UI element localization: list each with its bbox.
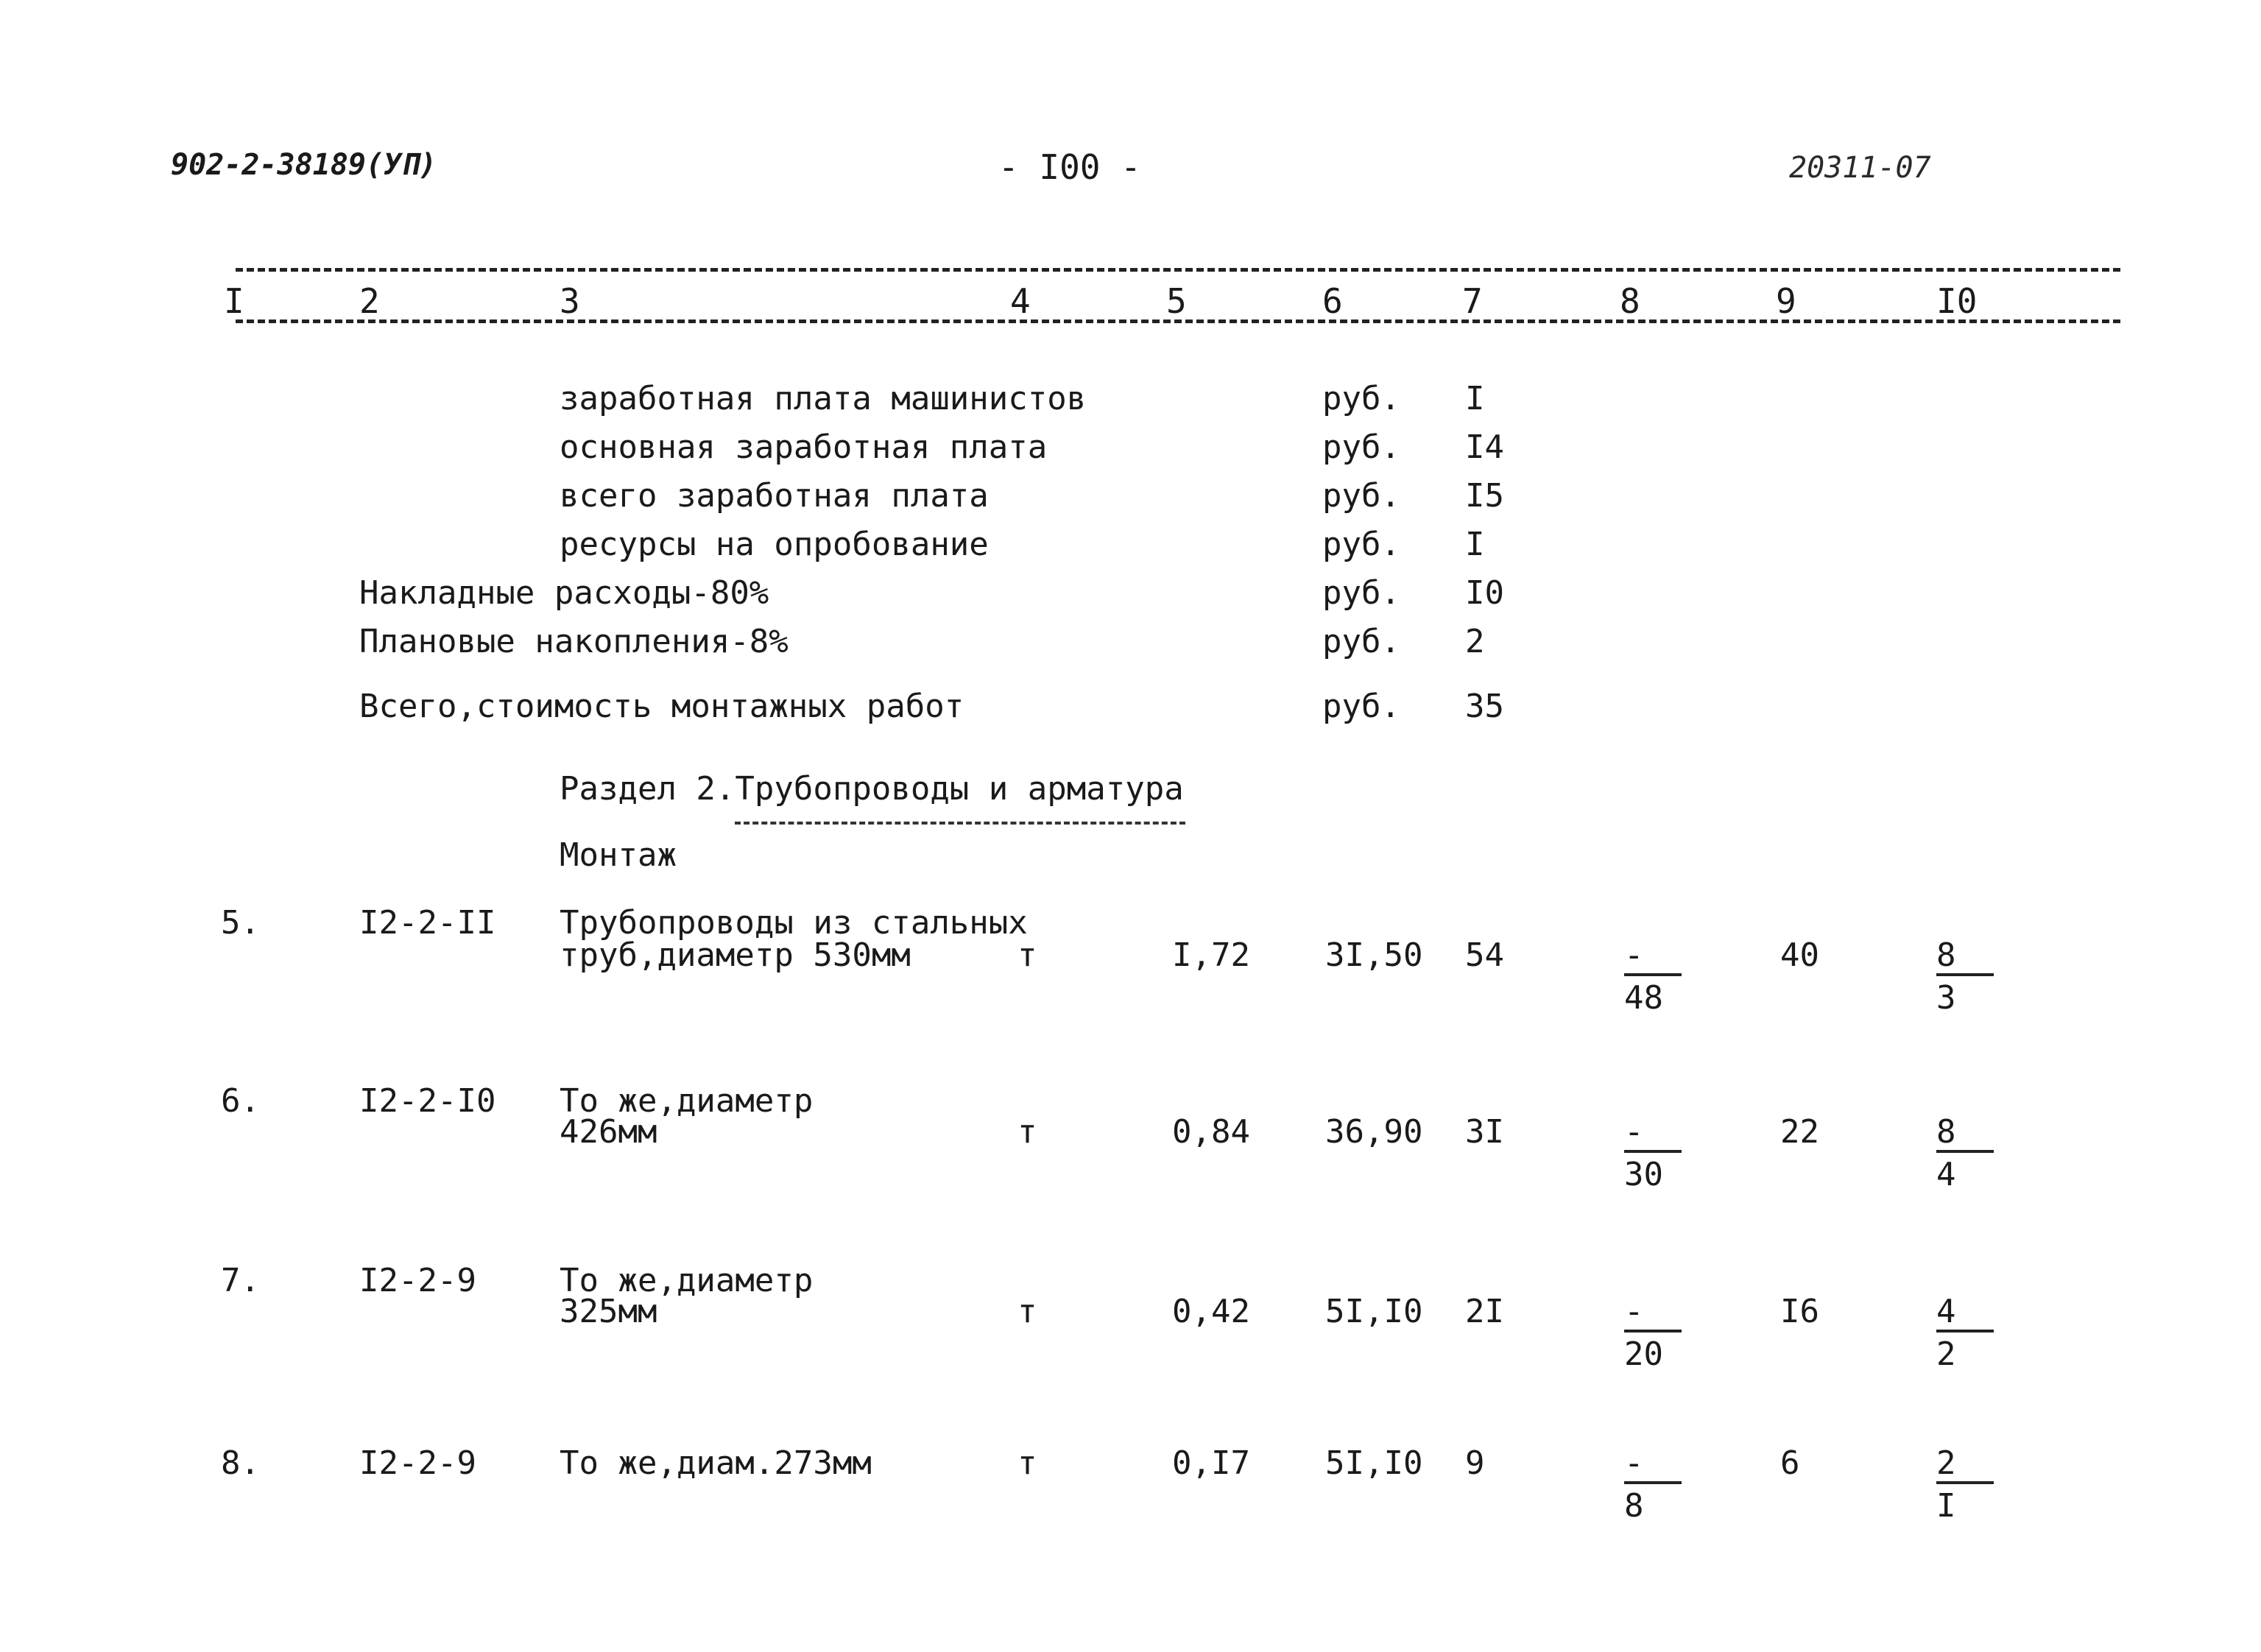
summary-text: Всего,стоимость монтажных работ <box>359 688 964 725</box>
column-number-8: 8 <box>1620 281 1640 321</box>
fraction-bottom: 8 <box>1624 1487 1644 1525</box>
row-description-line2: труб,диаметр 530мм <box>560 936 911 974</box>
summary-text: Накладные расходы-80% <box>359 574 769 612</box>
row-unit: т <box>1017 1444 1037 1482</box>
section-title-underline <box>735 822 1185 825</box>
header-rule-bottom <box>236 320 2120 323</box>
row-quantity: I,72 <box>1172 936 1250 974</box>
row-description-line1: То же,диаметр <box>560 1262 814 1299</box>
fraction-bar <box>1624 1481 1682 1484</box>
row-quantity: 0,42 <box>1172 1293 1250 1330</box>
row-col9: 22 <box>1780 1113 1819 1151</box>
fraction-bottom: 3 <box>1936 979 1956 1017</box>
column-number-5: 5 <box>1166 281 1187 321</box>
row-code: I2-2-I0 <box>359 1082 496 1120</box>
summary-value: I0 <box>1465 574 1504 612</box>
fraction-bar <box>1624 1330 1682 1332</box>
row-price: 36,90 <box>1325 1113 1423 1151</box>
row-code: I2-2-9 <box>359 1444 476 1482</box>
summary-unit: руб. <box>1322 688 1400 725</box>
header-rule-top <box>236 268 2120 272</box>
fraction-top: 8 <box>1936 1113 1956 1151</box>
section-title: Раздел 2.Трубопроводы и арматура <box>560 770 1184 808</box>
row-description-line1: То же,диаметр <box>560 1082 814 1120</box>
row-code: I2-2-II <box>359 904 496 942</box>
row-number: 7. <box>221 1262 260 1299</box>
row-unit: т <box>1017 1293 1037 1330</box>
summary-text: заработная плата машинистов <box>560 380 1087 417</box>
fraction-top: 8 <box>1936 936 1956 974</box>
column-number-10: I0 <box>1936 281 1978 321</box>
row-price: 5I,I0 <box>1325 1293 1423 1330</box>
summary-unit: руб. <box>1322 623 1400 660</box>
fraction-bottom: 2 <box>1936 1335 1956 1373</box>
document-code: 902-2-38189(УП) <box>171 148 437 182</box>
section-subtitle: Монтаж <box>560 836 677 874</box>
summary-value: I <box>1465 526 1485 563</box>
fraction-top: - <box>1624 1444 1644 1482</box>
summary-value: 35 <box>1465 688 1504 725</box>
row-col9: 6 <box>1780 1444 1800 1482</box>
fraction-bottom: 4 <box>1936 1156 1956 1193</box>
fraction-bar <box>1936 1330 1994 1332</box>
row-number: 5. <box>221 904 260 942</box>
fraction-bar <box>1624 1150 1682 1153</box>
row-col9: 40 <box>1780 936 1819 974</box>
row-description-line1: Трубопроводы из стальных <box>560 904 1028 942</box>
row-total: 3I <box>1465 1113 1504 1151</box>
row-total: 9 <box>1465 1444 1485 1482</box>
fraction-top: - <box>1624 936 1644 974</box>
row-number: 6. <box>221 1082 260 1120</box>
summary-text: основная заработная плата <box>560 428 1048 466</box>
fraction-bottom: 48 <box>1624 979 1663 1017</box>
row-col9: I6 <box>1780 1293 1819 1330</box>
column-number-7: 7 <box>1462 281 1483 321</box>
column-number-4: 4 <box>1010 281 1031 321</box>
summary-unit: руб. <box>1322 380 1400 417</box>
summary-text: Плановые накопления-8% <box>359 623 789 660</box>
fraction-bottom: 30 <box>1624 1156 1663 1193</box>
summary-unit: руб. <box>1322 526 1400 563</box>
summary-unit: руб. <box>1322 477 1400 515</box>
column-number-6: 6 <box>1322 281 1343 321</box>
sheet-code: 20311-07 <box>1789 151 1931 185</box>
fraction-top: 4 <box>1936 1293 1956 1330</box>
row-quantity: 0,I7 <box>1172 1444 1250 1482</box>
row-total: 2I <box>1465 1293 1504 1330</box>
page-number: - I00 - <box>998 147 1141 187</box>
summary-unit: руб. <box>1322 574 1400 612</box>
column-number-9: 9 <box>1776 281 1796 321</box>
row-number: 8. <box>221 1444 260 1482</box>
column-number-1: I <box>224 281 244 321</box>
summary-text: ресурсы на опробование <box>560 526 989 563</box>
row-price: 3I,50 <box>1325 936 1423 974</box>
fraction-top: - <box>1624 1113 1644 1151</box>
summary-value: I4 <box>1465 428 1504 466</box>
fraction-top: 2 <box>1936 1444 1956 1482</box>
fraction-bar <box>1936 973 1994 976</box>
row-code: I2-2-9 <box>359 1262 476 1299</box>
row-quantity: 0,84 <box>1172 1113 1250 1151</box>
fraction-bottom: I <box>1936 1487 1956 1525</box>
row-description-line2: 325мм <box>560 1293 657 1330</box>
fraction-bar <box>1936 1481 1994 1484</box>
row-description-line1: То же,диам.273мм <box>560 1444 872 1482</box>
summary-unit: руб. <box>1322 428 1400 466</box>
row-description-line2: 426мм <box>560 1113 657 1151</box>
summary-text: всего заработная плата <box>560 477 989 515</box>
fraction-top: - <box>1624 1293 1644 1330</box>
fraction-bottom: 20 <box>1624 1335 1663 1373</box>
fraction-bar <box>1936 1150 1994 1153</box>
fraction-bar <box>1624 973 1682 976</box>
column-number-3: 3 <box>560 281 580 321</box>
summary-value: I <box>1465 380 1485 417</box>
row-unit: т <box>1017 936 1037 974</box>
row-unit: т <box>1017 1113 1037 1151</box>
summary-value: I5 <box>1465 477 1504 515</box>
row-price: 5I,I0 <box>1325 1444 1423 1482</box>
summary-value: 2 <box>1465 623 1485 660</box>
row-total: 54 <box>1465 936 1504 974</box>
column-number-2: 2 <box>359 281 380 321</box>
